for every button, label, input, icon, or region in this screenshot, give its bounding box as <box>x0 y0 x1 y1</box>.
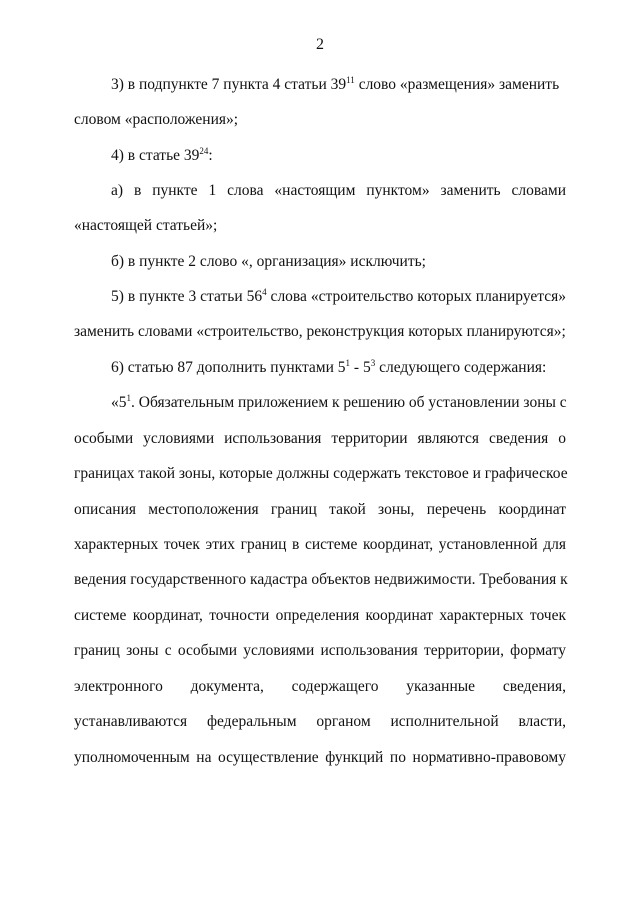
clause-5-1-line: электронного документа, содержащего указанные сведения, <box>74 678 566 695</box>
clause-5-1-line: особыми условиями использования территории являются сведения о <box>74 430 566 447</box>
amendment-6: 6) статью 87 дополнить пунктами $5^1 - 5^3$ следующего содержания: <box>111 357 547 376</box>
clause-5-1-line: устанавливаются федеральным органом исполнительной власти, <box>74 713 566 730</box>
amendment-4a-cont: «настоящей статьей»; <box>74 217 218 234</box>
amendment-4: 4) в статье $39^{24}$: <box>111 145 213 164</box>
clause-5-1-line: уполномоченным на осуществление функций по нормативно-правовому <box>74 749 566 766</box>
amendment-3: 3) в подпункте 7 пункта 4 статьи $39^{11}$ слово «размещения» заменить <box>111 74 560 93</box>
amendment-4b: б) в пункте 2 слово «, организация» исключить; <box>111 253 426 270</box>
clause-5-1-line: границах такой зоны, которые должны содержать текстовое и графическое <box>74 465 568 482</box>
amendment-5: 5) в пункте 3 статьи $56^4$ слова «строительство которых планируется» <box>111 286 566 305</box>
amendment-4a: а) в пункте 1 слова «настоящим пунктом» заменить словами <box>111 182 566 199</box>
clause-5-1-line: ведения государственного кадастра объектов недвижимости. Требования к <box>74 571 568 588</box>
page-number: 2 <box>316 36 324 53</box>
clause-5-1-line: «$5^1$. Обязательным приложением к решению об установлении зоны с <box>111 392 567 411</box>
clause-5-1-line: системе координат, точности определения координат характерных точек <box>74 607 566 624</box>
amendment-3-cont: словом «расположения»; <box>74 111 239 128</box>
clause-5-1-line: границ зоны с особыми условиями использования территории, формату <box>74 642 566 659</box>
amendment-5-cont: заменить словами «строительство, реконструкция которых планируются»; <box>74 323 566 340</box>
clause-5-1-line: характерных точек этих границ в системе координат, установленной для <box>74 536 566 553</box>
clause-5-1-line: описания местоположения границ такой зоны, перечень координат <box>74 501 566 518</box>
